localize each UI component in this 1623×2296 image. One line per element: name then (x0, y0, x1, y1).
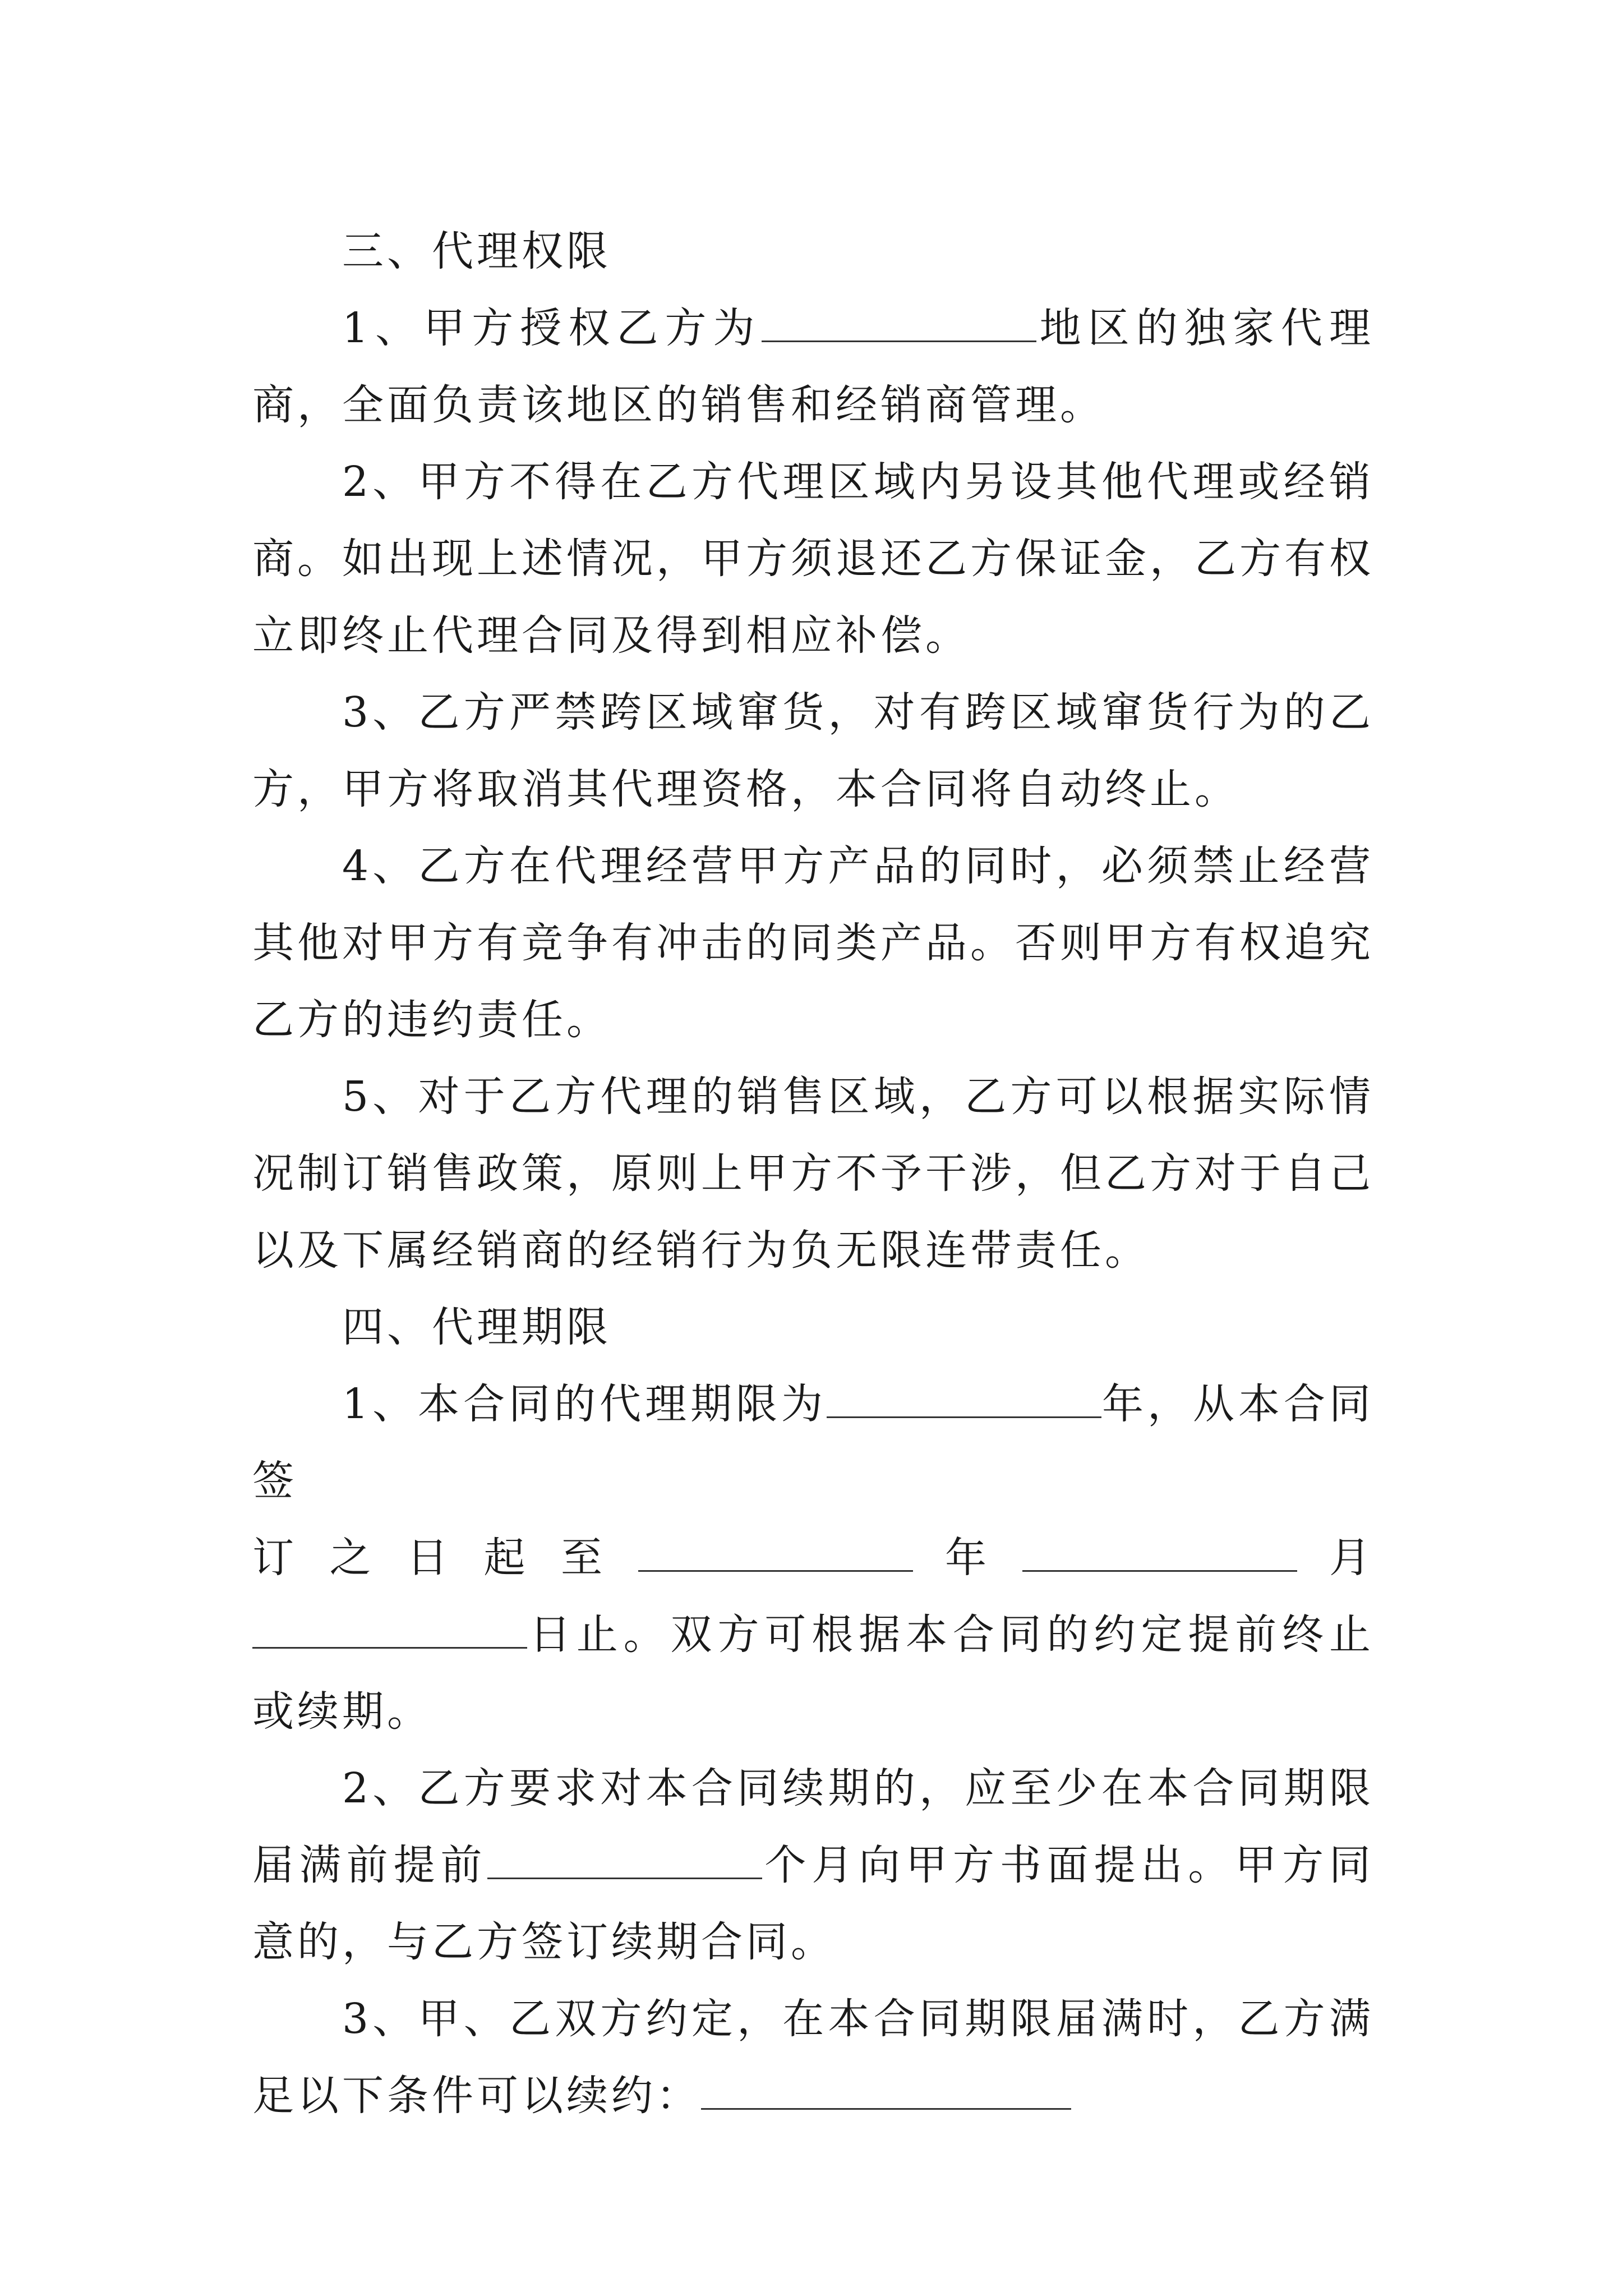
clause-text: 1、本合同的代理期限为 (342, 1380, 827, 1428)
clause-3-2: 2、甲方不得在乙方代理区域内另设其他代理或经销商。如出现上述情况，甲方须退还乙方保证金，乙方有权立即终止代理合同及得到相应补偿。 (252, 458, 1374, 660)
clause-4-1-line2 (252, 1520, 1374, 1596)
clause-char: 年 (945, 1534, 990, 1582)
blank-renewal-conditions-field[interactable] (701, 2069, 1071, 2110)
section-heading-agency-term: 四、代理期限 (342, 1303, 611, 1351)
blank-end-day-field[interactable] (252, 1608, 527, 1649)
blank-months-notice-field[interactable] (487, 1838, 762, 1879)
clause-4-3 (252, 1981, 1374, 2134)
clause-3-1 (252, 290, 1374, 444)
clause-text: 日止。双方可根据本合同的约定提前终止或续期。 (252, 1611, 1374, 1736)
clause-3-5: 5、对于乙方代理的销售区域，乙方可以根据实际情况制订销售政策，原则上甲方不予干涉，但乙方对于自己以及下属经销商的经销行为负无限连带责任。 (252, 1073, 1374, 1274)
clause-text: 地区的独家代理商，全面负责该地区的销售和经销商管理。 (252, 304, 1374, 429)
clause-char: 至 (561, 1534, 606, 1582)
blank-end-month-field[interactable] (1022, 1531, 1297, 1572)
blank-end-year-field[interactable] (638, 1531, 913, 1572)
clause-char: 之 (329, 1534, 375, 1582)
clause-text: 个月向甲方书面提出。甲方同意的，与乙方签订续期合同。 (252, 1841, 1375, 1966)
clause-text: 2、乙方要求对本合同续期的，应至少在本合同期限届满前提前 (252, 1764, 1374, 1889)
section-heading-agency-authority: 三、代理权限 (342, 227, 611, 275)
clause-3-4: 4、乙方在代理经营甲方产品的同时，必须禁止经营其他对甲方有竞争有冲击的同类产品。否则甲方有权追究乙方的违约责任。 (252, 842, 1374, 1044)
clause-4-2 (252, 1750, 1374, 1981)
clause-text: 3、甲、乙双方约定，在本合同期限届满时，乙方满足以下条件可以续约： (252, 1995, 1374, 2120)
clause-3-3: 3、乙方严禁跨区域窜货，对有跨区域窜货行为的乙方，甲方将取消其代理资格，本合同将自动终止。 (252, 688, 1374, 813)
clause-char: 订 (252, 1534, 297, 1582)
clause-char: 起 (483, 1534, 529, 1582)
document-body (252, 213, 1374, 2134)
clause-char: 月 (1329, 1534, 1374, 1582)
blank-region-field[interactable] (762, 301, 1036, 342)
clause-char: 日 (407, 1534, 451, 1582)
clause-text: 1、甲方授权乙方为 (342, 304, 762, 352)
clause-4-1-line1 (252, 1366, 1374, 1520)
blank-term-years-field[interactable] (827, 1377, 1101, 1418)
clause-4-1-line3 (252, 1596, 1374, 1750)
clause-text: 年，从本合同签 (252, 1380, 1374, 1505)
